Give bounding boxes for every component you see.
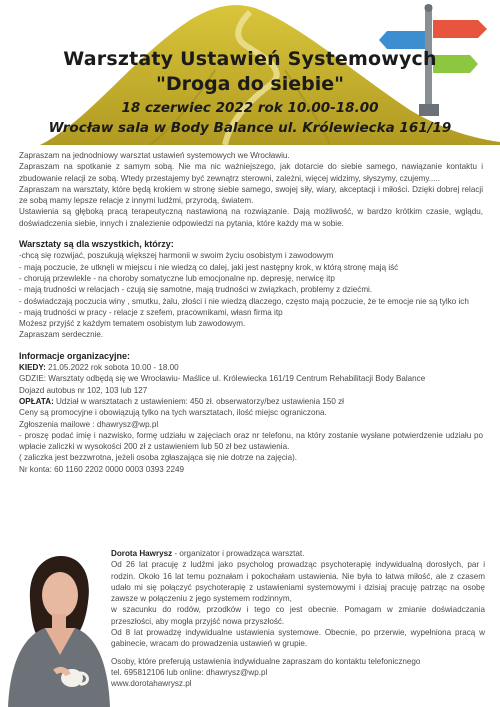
signup-line: Zgłoszenia mailowe : dhawrysz@wp.pl [19, 419, 159, 429]
bio-intro [111, 548, 485, 559]
intro-paragraph-2: Zapraszam na warsztaty, które będą krokiem w stronę siebie samego, swojej siły, wiary, akceptacji i miłości. Dzięki dobrej relacji ze sobą mamy lepsze relacje z innymi ludźmi, przyrodą, światem. [19, 184, 483, 206]
audience-closing-1: Możesz przyjść z każdym tematem osobistym lub zawodowym. [19, 319, 246, 329]
audience-item: - mają poczucie, że utknęli w miejscu i nie wiedzą co dalej, jaki jest następny krok, w którą stronę mają iść [19, 262, 399, 272]
date-line: 18 czerwiec 2022 rok 10.00-18.00 [121, 100, 379, 116]
promo-line: Ceny są promocyjne i obowiązują tylko na tych warsztatach, ilość miejsc ograniczona. [19, 408, 327, 418]
audience-heading: Warsztaty są dla wszystkich, którzy: [19, 239, 174, 250]
title-line1: Warsztaty Ustawień Systemowych [63, 48, 437, 70]
fee-label: OPŁATA: [19, 396, 54, 406]
account-line: Nr konta: 60 1160 2202 0000 0003 0393 2249 [19, 464, 185, 474]
intro-line: Zapraszam na jednodniowy warsztat ustawień systemowych we Wrocławiu. [19, 151, 290, 160]
org-heading: Informacje organizacyjne: [19, 350, 131, 361]
bio-contact-2: tel. 695812106 lub online: dhawrysz@wp.pl [111, 667, 268, 677]
face-shape [42, 572, 78, 618]
fee-line [19, 396, 483, 407]
refund-line: ( zaliczka jest bezzwrotna, jeżeli osoba zgłaszająca się nie dotrze na zajęcia). [19, 453, 298, 463]
when-label: KIEDY: [19, 363, 46, 373]
title-line2: "Droga do siebie" [155, 73, 344, 95]
bus-line: Dojazd autobus nr 102, 103 lub 127 [19, 385, 148, 395]
intro-paragraph-1: Zapraszam na spotkanie z samym sobą. Nie ma nic ważniejszego, jak dotarcie do siebie samego, nawiązanie kontaktu i zbudowanie relacji ze sobą. Wtedy przestajemy być zewnątrz sterowni, zależni, więcej widzimy, słyszymy, czujemy..... [19, 162, 483, 183]
signpost-red-arrow [433, 20, 487, 38]
bio-name: Dorota Hawrysz [111, 549, 173, 558]
fee-value: Udział w warsztatach z ustawieniem: 450 zł. obserwatorzy/bez ustawienia 150 zł [53, 396, 344, 406]
bio-paragraph-3: Od 8 lat prowadzę indywidualne ustawienia systemowe. Obecnie, po przerwie, wypełniona pracą w gabinecie, wracam do prowadzenia ustawień w grupie. [111, 628, 485, 649]
request-line: - proszę podać imię i nazwisko, formę udziału w zajęciach oraz nr telefonu, na który zostanie wysłane potwierdzenie udziału po wpłacie zaliczki w wysokości 200 zł z ustawieniem lub 50 zł bez ustawienia. [19, 430, 483, 452]
audience-item: - mają trudności w relacjach - czują się samotne, mają trudności w związkach, problemy z dziećmi. [19, 285, 373, 295]
where-line: GDZIE: Warsztaty odbędą się we Wrocławiu- Maślice ul. Królewiecka 161/19 Centrum Rehabilitacji Body Balance [19, 374, 426, 384]
website-link[interactable]: www.dorotahawrysz.pl [111, 679, 192, 689]
bio-role: - organizator i prowadząca warsztat. [172, 549, 305, 558]
bio-contact-1: Osoby, które preferują ustawienia indywidualne zapraszam do kontaktu telefonicznego [111, 656, 421, 666]
bio-paragraph-2: w szacunku do rodów, przodków i tego co jest obecnie. Pomagam w zmianie doświadczania przeszłości, aby mogła przyjść nowa przyszłość. [111, 605, 485, 626]
signpost-blue-arrow [379, 31, 425, 49]
place-line: Wrocław sala w Body Balance ul. Królewiecka 161/19 [48, 120, 452, 136]
organizer-bio [111, 548, 485, 690]
main-content [19, 150, 483, 475]
header-banner [0, 0, 500, 145]
audience-item: - doświadczają poczucia winy , smutku, żalu, złości i nie wiedzą dlaczego, często mają poczucie, że te emocje nie są tylko ich [19, 296, 469, 306]
audience-item: -chcą się rozwijać, poszukują większej harmonii w swoim życiu osobistym i zawodowym [19, 251, 334, 261]
organizer-photo [0, 540, 112, 707]
when-line [19, 362, 483, 373]
when-value: 21.05.2022 rok sobota 10.00 - 18.00 [45, 363, 179, 373]
audience-closing-2: Zapraszam serdecznie. [19, 330, 104, 340]
audience-item: - chorują przewlekle - na choroby somatyczne lub emocjonalne np. depresję, nerwicę itp [19, 273, 335, 283]
audience-item: - mają trudności w pracy - relacje z szefem, pracownikami, własn firma itp [19, 307, 283, 317]
intro-paragraph-3: Ustawienia są głęboką pracą terapeutyczną nastawioną na rozwiązanie. Dają możliwość, w bardzo krótkim czasie, wglądu, doświadczenia siebie, innych i znalezienie odpowiedzi na pytania, które każdy ma w sobie. [19, 207, 483, 228]
bio-paragraph-1: Od 26 lat pracuję z ludźmi jako psycholog prowadząc psychoterapię indywidualną dorosłych, par i rodzin. Około 16 lat temu poznałam i pokochałam ustawienia. Nie była to łatwa miłość, ale z czasem udało mi się połączyć psychoterapię z ustawieniami systemowymi i dzisiaj pracuję patrząc na osobę zawsze w połączeniu z jego systemem rodzinnym, [111, 560, 485, 604]
